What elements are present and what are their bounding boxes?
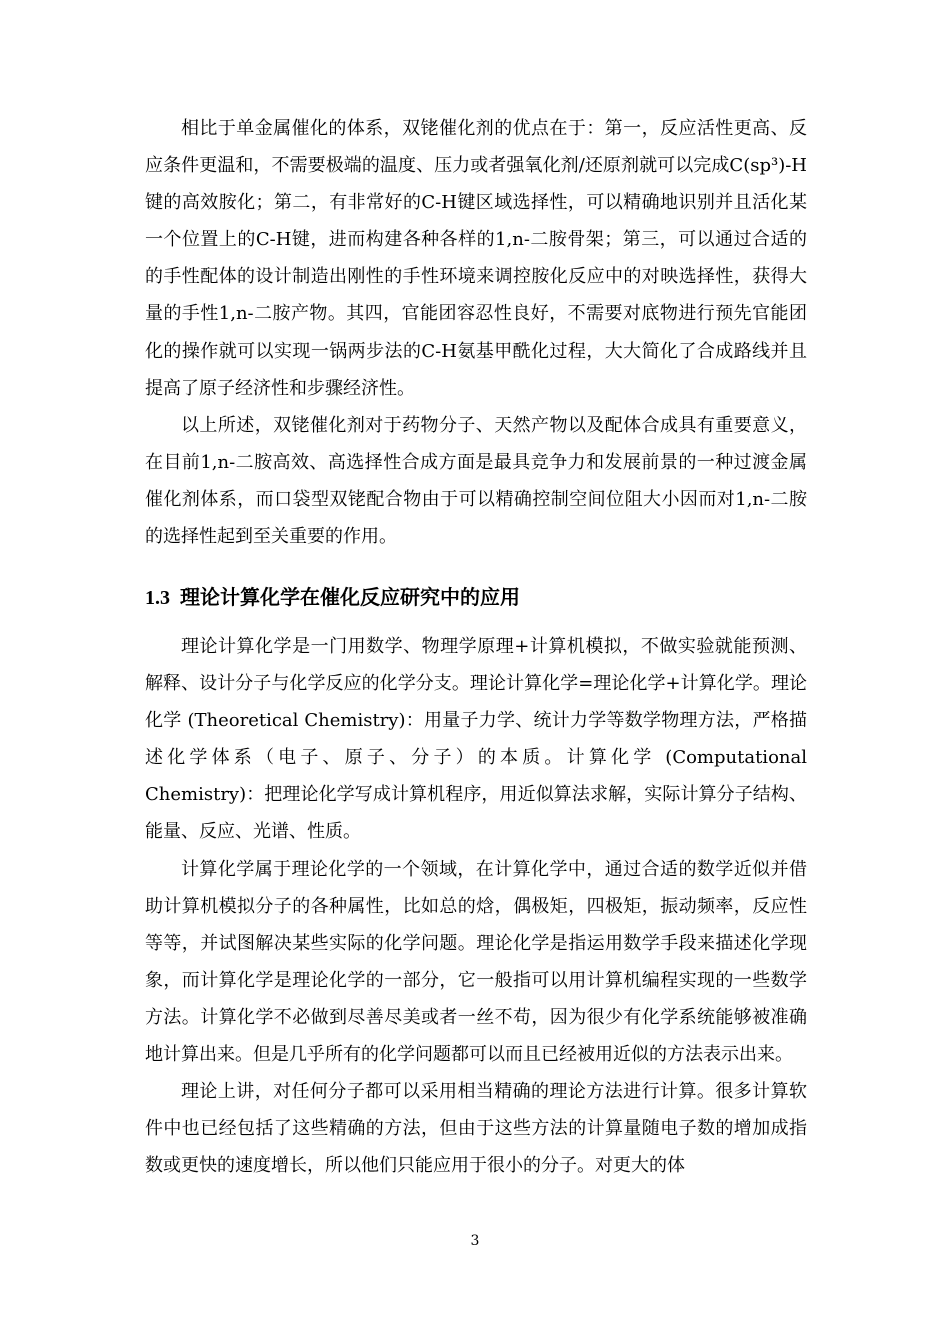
section-heading <box>145 582 520 613</box>
paragraph-dirhodium-summary: 以上所述，双铑催化剂对于药物分子、天然产物以及配体合成具有重要意义，在目前1,n-二胺高效、高选择性合成方面是最具竞争力和发展前景的一种过渡金属催化剂体系，而口袋型双铑配合物由于可以精确控制空间位阻大小因而对1,n-二胺的选择性起到至关重要的作用。 <box>145 414 807 548</box>
paragraph-computational-cost: 理论上讲，对任何分子都可以采用相当精确的理论方法进行计算。很多计算软件中也已经包括了这些精确的方法，但由于这些方法的计算量随电子数的增加成指数或更快的速度增长，所以他们只能应用于很小的分子。对更大的体 <box>145 1081 807 1177</box>
paragraph-computational-chemistry-definition: 理论计算化学是一门用数学、物理学原理+计算机模拟，不做实验就能预测、解释、设计分子与化学反应的化学分支。理论计算化学=理论化学+计算化学。理论化学 (Theoretical Chemistry)：用量子力学、统计力学等数学物理方法，严格描述化学体系（电子、原子、分子）的本质。计算化学 (Computational Chemistry)：把理论化学写成计算机程序，用近似算法求解，实际计算分子结构、能量、反应、光谱、性质。 <box>145 636 807 843</box>
page-number: 3 <box>470 1233 480 1249</box>
paragraph-dirhodium-advantages: 相比于单金属催化的体系，双铑催化剂的优点在于：第一，反应活性更高、反应条件更温和，不需要极端的温度、压力或者强氧化剂/还原剂就可以完成C(sp³)-H键的高效胺化；第二，有非常好的C-H键区域选择性，可以精确地识别并且活化某一个位置上的C-H键，进而构建各种各样的1,n-二胺骨架；第三，可以通过合适的的手性配体的设计制造出刚性的手性环境来调控胺化反应中的对映选择性，获得大量的手性1,n-二胺产物。其四，官能团容忍性良好，不需要对底物进行预先官能团化的操作就可以实现一锅两步法的C-H氨基甲酰化过程，大大简化了合成路线并且提高了原子经济性和步骤经济性。 <box>145 118 807 399</box>
body-text-section-1-3 <box>145 628 807 1184</box>
section-title: 理论计算化学在催化反应研究中的应用 <box>180 585 520 609</box>
paragraph-computational-chemistry-scope: 计算化学属于理论化学的一个领域，在计算化学中，通过合适的数学近似并借助计算机模拟分子的各种属性，比如总的焓，偶极矩，四极矩，振动频率，反应性等等，并试图解决某些实际的化学问题。理论化学是指运用数学手段来描述化学现象，而计算化学是理论化学的一部分，它一般指可以用计算机编程实现的一些数学方法。计算化学不必做到尽善尽美或者一丝不苟，因为很少有化学系统能够被准确地计算出来。但是几乎所有的化学问题都可以而且已经被用近似的方法表示出来。 <box>145 858 807 1066</box>
section-number: 1.3 <box>145 587 170 609</box>
body-text-before-section <box>145 110 807 555</box>
